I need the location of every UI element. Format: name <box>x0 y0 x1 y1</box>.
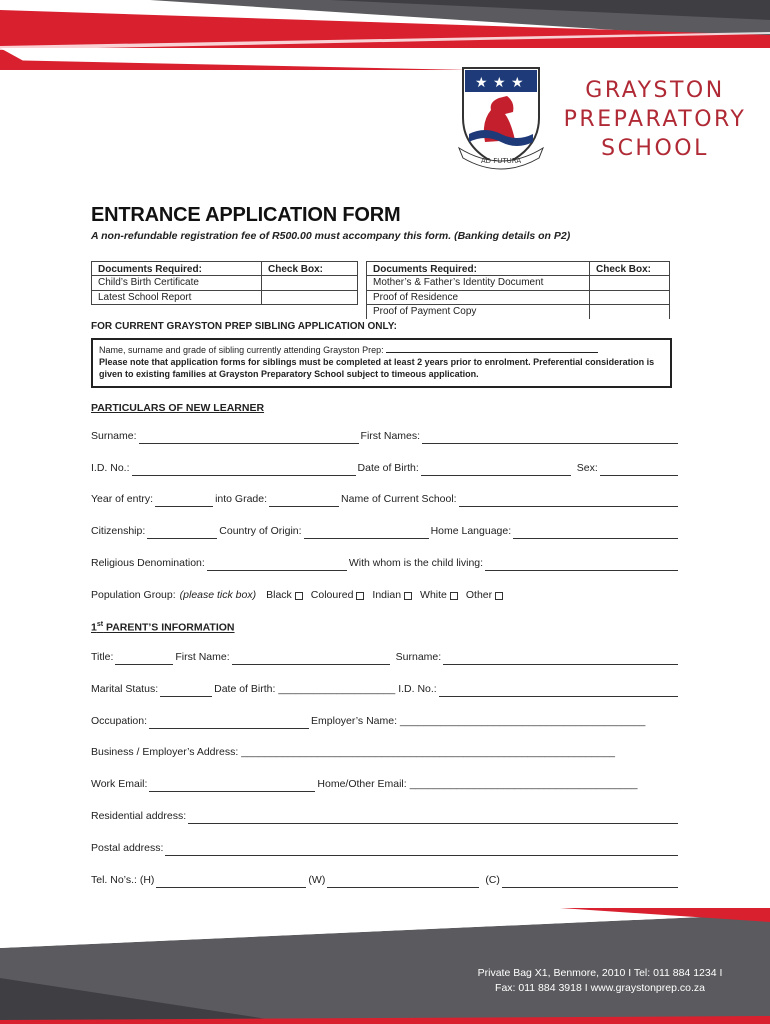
documents-table-left <box>91 261 358 305</box>
home-language-field[interactable] <box>513 527 678 539</box>
sibling-info-box <box>91 338 672 388</box>
row-population-group <box>91 587 680 603</box>
row-residential-address <box>91 808 680 824</box>
documents-header: Documents Required: <box>92 262 262 276</box>
footer-contact <box>440 966 760 996</box>
tel-work-field[interactable] <box>327 876 479 888</box>
country-of-origin-field[interactable] <box>304 527 429 539</box>
option-white-checkbox[interactable] <box>450 592 458 600</box>
year-of-entry-field[interactable] <box>155 495 213 507</box>
row-email <box>91 776 680 792</box>
document-item: Proof of Payment Copy <box>367 305 590 320</box>
row-business-address <box>91 744 680 760</box>
marital-status-field[interactable] <box>160 685 212 697</box>
tel-home-field[interactable] <box>156 876 306 888</box>
citizenship-field[interactable] <box>147 527 217 539</box>
country-of-origin-label: Country of Origin: <box>219 525 302 537</box>
parent-dob-field[interactable]: ____________________ <box>278 683 396 695</box>
option-white-label: White <box>420 589 447 601</box>
option-coloured-checkbox[interactable] <box>356 592 364 600</box>
dob-label: Date of Birth: <box>357 462 419 474</box>
check-box-header: Check Box: <box>262 262 358 276</box>
row-citizenship <box>91 523 680 539</box>
occupation-label: Occupation: <box>91 715 148 727</box>
svg-text:★: ★ <box>493 75 506 91</box>
living-with-label: With whom is the child living: <box>348 557 484 569</box>
svg-text:★: ★ <box>475 75 488 91</box>
tel-home-label: Tel. No’s.: (H) <box>91 874 155 886</box>
documents-table-right <box>366 261 670 319</box>
first-names-label: First Names: <box>360 430 421 442</box>
footer-line-1: Private Bag X1, Benmore, 2010 I Tel: 011 884 1234 I <box>477 967 723 979</box>
parent-title-label: Title: <box>91 651 114 663</box>
row-parent-marital <box>91 681 680 697</box>
sibling-heading: FOR CURRENT GRAYSTON PREP SIBLING APPLICATION ONLY: <box>91 321 397 332</box>
marital-status-label: Marital Status: <box>91 683 159 695</box>
row-tel <box>91 872 680 888</box>
school-name-line-2: PREPARATORY <box>563 107 747 132</box>
parent-title-field[interactable] <box>115 653 173 665</box>
citizenship-label: Citizenship: <box>91 525 146 537</box>
tel-cell-label: (C) <box>485 874 500 886</box>
home-language-label: Home Language: <box>430 525 512 537</box>
work-email-field[interactable] <box>149 780 315 792</box>
tel-work-label: (W) <box>308 874 326 886</box>
document-item: Latest School Report <box>92 290 262 305</box>
option-indian-label: Indian <box>372 589 402 601</box>
parent-first-name-label: First Name: <box>175 651 230 663</box>
first-names-field[interactable] <box>422 432 678 444</box>
parent-section-heading <box>91 621 235 634</box>
business-address-field[interactable]: ________________________________________________________________ <box>241 746 615 758</box>
motto-text: AD FUTURA <box>480 157 522 165</box>
check-box-cell[interactable] <box>262 276 358 291</box>
parent-first-name-field[interactable] <box>232 653 390 665</box>
row-id <box>91 460 680 476</box>
check-box-cell[interactable] <box>590 305 670 320</box>
check-box-header: Check Box: <box>590 262 670 276</box>
employer-name-field[interactable]: __________________________________________ <box>400 715 646 727</box>
tel-cell-field[interactable] <box>502 876 678 888</box>
population-group-label: Population Group: <box>91 589 176 601</box>
parent-heading-text: PARENT’S INFORMATION <box>103 621 235 634</box>
school-name-line-3: SCHOOL <box>601 136 709 161</box>
home-email-field[interactable]: _______________________________________ <box>409 778 638 790</box>
row-entry <box>91 491 680 507</box>
option-black-checkbox[interactable] <box>295 592 303 600</box>
check-box-cell[interactable] <box>590 276 670 291</box>
living-with-field[interactable] <box>485 559 678 571</box>
religious-denomination-label: Religious Denomination: <box>91 557 205 569</box>
postal-address-field[interactable] <box>165 844 678 856</box>
religious-denomination-field[interactable] <box>207 559 347 571</box>
business-address-label: Business / Employer’s Address: <box>91 746 239 758</box>
svg-text:★: ★ <box>511 75 524 91</box>
parent-surname-label: Surname: <box>395 651 442 663</box>
documents-header: Documents Required: <box>367 262 590 276</box>
id-no-field[interactable] <box>132 464 356 476</box>
row-religion <box>91 555 680 571</box>
dob-field[interactable] <box>421 464 571 476</box>
employer-name-label: Employer’s Name: <box>311 715 398 727</box>
option-other-checkbox[interactable] <box>495 592 503 600</box>
sex-label: Sex: <box>576 462 598 474</box>
tick-hint: (please tick box) <box>179 589 257 601</box>
residential-address-label: Residential address: <box>91 810 187 822</box>
header-banner <box>0 0 770 70</box>
sibling-name-field[interactable] <box>386 344 598 353</box>
document-item: Mother’s & Father’s Identity Document <box>367 276 590 291</box>
document-item: Proof of Residence <box>367 290 590 305</box>
check-box-cell[interactable] <box>262 290 358 305</box>
school-name-line-1: GRAYSTON <box>585 78 725 103</box>
parent-id-no-label: I.D. No.: <box>398 683 437 695</box>
current-school-label: Name of Current School: <box>341 493 457 505</box>
form-title: ENTRANCE APPLICATION FORM <box>91 204 401 226</box>
learner-section-heading: PARTICULARS OF NEW LEARNER <box>91 402 265 414</box>
school-crest-icon <box>455 62 547 174</box>
document-item: Child’s Birth Certificate <box>92 276 262 291</box>
school-name <box>555 76 755 163</box>
surname-field[interactable] <box>139 432 359 444</box>
fee-note: A non-refundable registration fee of R500.00 must accompany this form. (Banking details on P2) <box>91 230 571 242</box>
option-black-label: Black <box>266 589 292 601</box>
current-school-field[interactable] <box>459 495 678 507</box>
row-postal-address <box>91 840 680 856</box>
sibling-name-label: Name, surname and grade of sibling currently attending Grayston Prep: <box>99 345 384 355</box>
parent-dob-label: Date of Birth: <box>214 683 276 695</box>
option-indian-checkbox[interactable] <box>404 592 412 600</box>
footer-line-2: Fax: 011 884 3918 I www.graystonprep.co.za <box>495 982 705 994</box>
check-box-cell[interactable] <box>590 290 670 305</box>
residential-address-field[interactable] <box>188 812 678 824</box>
work-email-label: Work Email: <box>91 778 148 790</box>
occupation-field[interactable] <box>149 717 309 729</box>
home-email-label: Home/Other Email: <box>317 778 407 790</box>
sibling-note: Please note that application forms for siblings must be completed at least 2 years prior to enrolment. Preferential consideration is given to existing families at Grayston Preparatory School subject to timeous application. <box>99 357 655 379</box>
surname-label: Surname: <box>91 430 137 442</box>
into-grade-field[interactable] <box>269 495 339 507</box>
id-no-label: I.D. No.: <box>91 462 130 474</box>
option-other-label: Other <box>465 589 493 601</box>
row-occupation <box>91 713 680 729</box>
year-of-entry-label: Year of entry: <box>91 493 154 505</box>
parent-surname-field[interactable] <box>443 653 678 665</box>
parent-heading-number: 1 <box>91 621 97 634</box>
option-coloured-label: Coloured <box>310 589 354 601</box>
row-parent-title <box>91 649 680 665</box>
postal-address-label: Postal address: <box>91 842 164 854</box>
into-grade-label: into Grade: <box>215 493 268 505</box>
parent-id-no-field[interactable] <box>439 685 678 697</box>
row-surname <box>91 428 680 444</box>
parent-heading-suffix: st <box>96 621 104 628</box>
sex-field[interactable] <box>600 464 678 476</box>
